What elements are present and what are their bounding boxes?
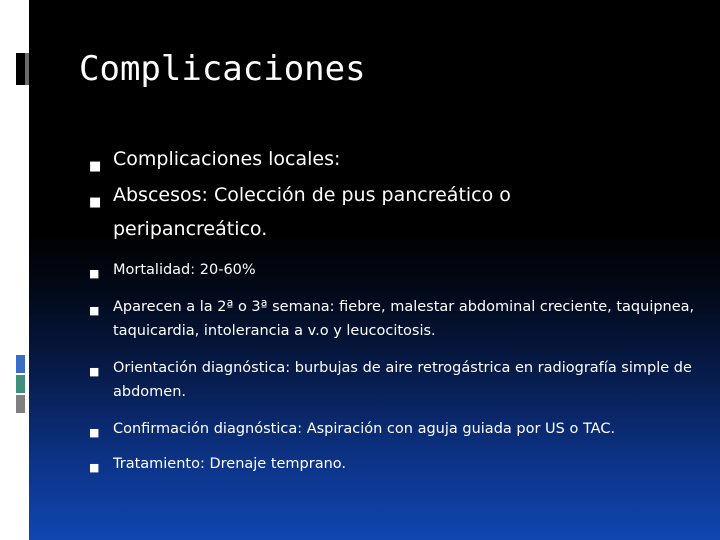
bullet-text: Complicaciones locales: — [113, 148, 341, 170]
square-bullet-icon: ■ — [89, 365, 100, 378]
list-item — [89, 356, 699, 404]
decorative-bar-dark — [16, 53, 25, 85]
square-bullet-icon: ■ — [89, 304, 100, 317]
list-item — [89, 295, 699, 343]
bullet-text: Tratamiento: Drenaje temprano. — [113, 456, 347, 472]
decorative-bar-gray-lower — [16, 395, 25, 413]
bullet-text: Orientación diagnóstica: burbujas de aire retrogástrica en radiografía simple de abdomen. — [113, 360, 692, 400]
square-bullet-icon: ■ — [89, 267, 100, 280]
bullet-text: Aparecen a la 2ª o 3ª semana: fiebre, malestar abdominal creciente, taquipnea, taquicardia, intolerancia a v.o y leucocitosis. — [113, 299, 695, 339]
bullet-text: Confirmación diagnóstica: Aspiración con aguja guiada por US o TAC. — [113, 421, 616, 437]
decorative-bar-gray — [25, 53, 29, 85]
square-bullet-icon: ■ — [89, 426, 100, 439]
square-bullet-icon: ■ — [89, 195, 102, 210]
square-bullet-icon: ■ — [89, 159, 102, 174]
bullet-text: Mortalidad: 20-60% — [113, 262, 256, 278]
slide-title: Complicaciones — [79, 49, 366, 89]
bullet-text: Abscesos: Colección de pus pancreático o peripancreático. — [113, 184, 511, 240]
list-item — [89, 142, 613, 176]
list-item — [89, 258, 699, 282]
list-item — [89, 178, 613, 246]
list-item — [89, 452, 699, 476]
bullet-list — [89, 142, 699, 489]
square-bullet-icon: ■ — [89, 461, 100, 474]
list-item — [89, 417, 699, 441]
decorative-bar-teal — [16, 375, 25, 393]
decorative-bar-blue — [16, 355, 25, 373]
